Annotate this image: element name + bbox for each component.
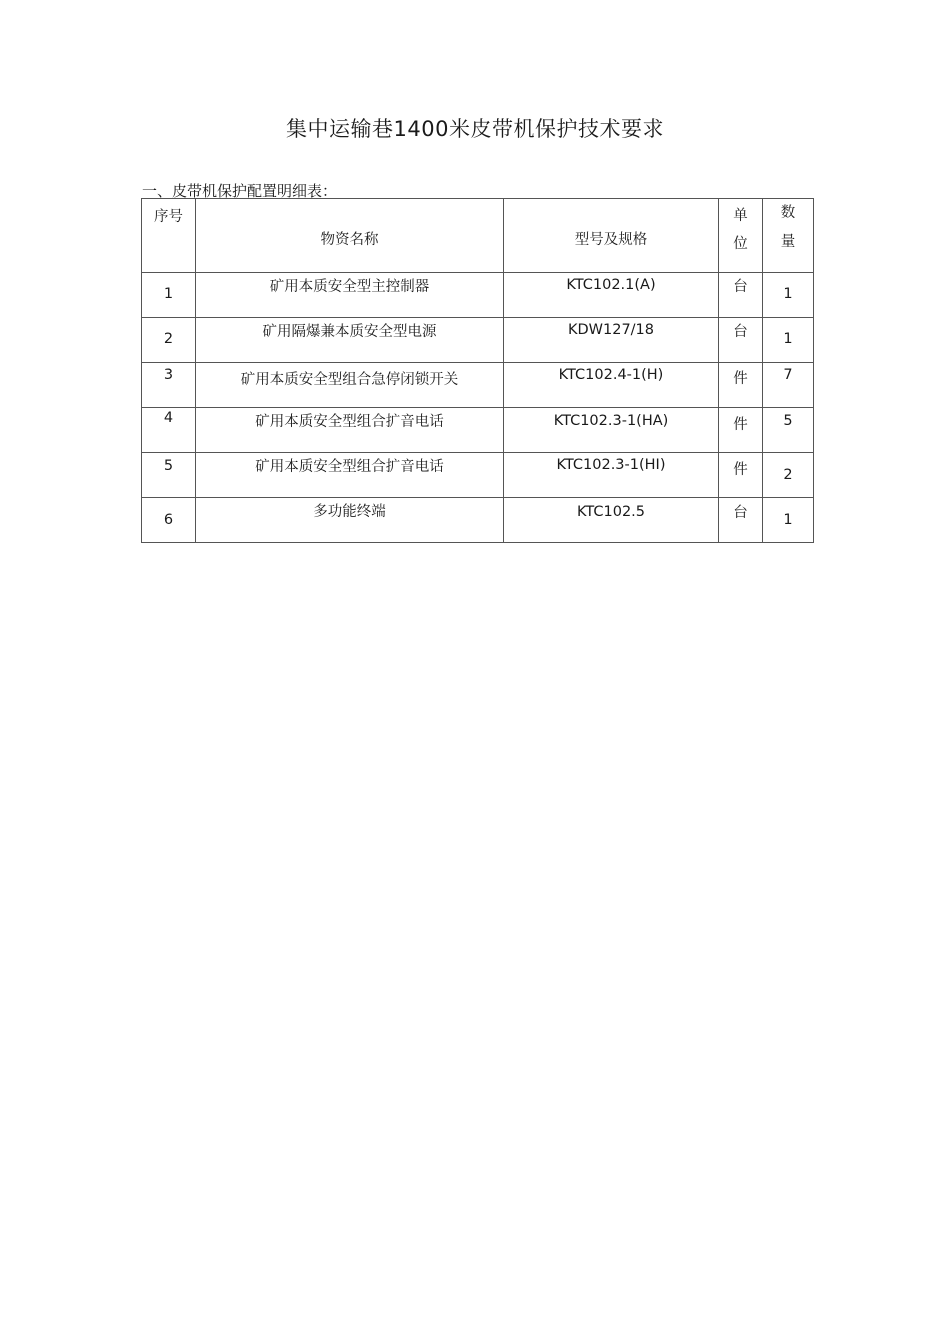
cell-seq: 5 xyxy=(163,458,174,474)
cell-model: KTC102.3-1(HI) xyxy=(556,457,666,473)
cell-name: 矿用本质安全型组合扩音电话 xyxy=(255,414,444,430)
header-unit: 单 位 xyxy=(719,199,763,273)
cell-unit: 台 xyxy=(733,279,748,295)
table-row xyxy=(142,408,814,453)
header-name: 物资名称 xyxy=(196,199,504,273)
section-heading: 一、皮带机保护配置明细表： xyxy=(142,182,338,200)
cell-name: 矿用本质安全型组合扩音电话 xyxy=(255,459,444,475)
cell-qty: 1 xyxy=(783,286,793,302)
document-title: 集中运输巷1400米皮带机保护技术要求 xyxy=(286,117,664,141)
table-row xyxy=(142,498,814,543)
cell-unit: 台 xyxy=(733,324,748,340)
cell-model: KTC102.4-1(H) xyxy=(558,367,664,383)
cell-name: 多功能终端 xyxy=(313,504,386,520)
cell-qty: 2 xyxy=(783,467,793,483)
cell-qty: 1 xyxy=(783,512,793,528)
header-seq: 序号 xyxy=(142,199,196,273)
cell-name: 矿用本质安全型组合急停闭锁开关 xyxy=(240,372,459,388)
table-header-row xyxy=(142,199,814,273)
table-row xyxy=(142,273,814,318)
header-model: 型号及规格 xyxy=(504,199,719,273)
cell-model: KTC102.5 xyxy=(576,504,646,520)
cell-qty: 7 xyxy=(783,367,793,383)
cell-model: KTC102.3-1(HA) xyxy=(553,413,669,429)
cell-seq: 6 xyxy=(163,512,174,528)
cell-unit: 件 xyxy=(733,462,748,478)
cell-unit: 件 xyxy=(733,371,748,387)
table-row xyxy=(142,318,814,363)
cell-unit: 台 xyxy=(733,505,748,521)
equipment-table xyxy=(141,198,814,543)
cell-model: KDW127/18 xyxy=(567,322,655,338)
cell-model: KTC102.1(A) xyxy=(566,277,656,293)
table-row xyxy=(142,363,814,408)
cell-seq: 2 xyxy=(163,331,174,347)
cell-seq: 1 xyxy=(163,286,174,302)
cell-seq: 3 xyxy=(163,367,174,383)
cell-seq: 4 xyxy=(163,410,174,426)
cell-qty: 1 xyxy=(783,331,793,347)
cell-unit: 件 xyxy=(733,417,748,433)
cell-name: 矿用隔爆兼本质安全型电源 xyxy=(262,324,437,340)
cell-qty: 5 xyxy=(783,413,793,429)
header-qty: 数 量 xyxy=(763,199,814,273)
table-row xyxy=(142,453,814,498)
cell-name: 矿用本质安全型主控制器 xyxy=(269,279,430,295)
